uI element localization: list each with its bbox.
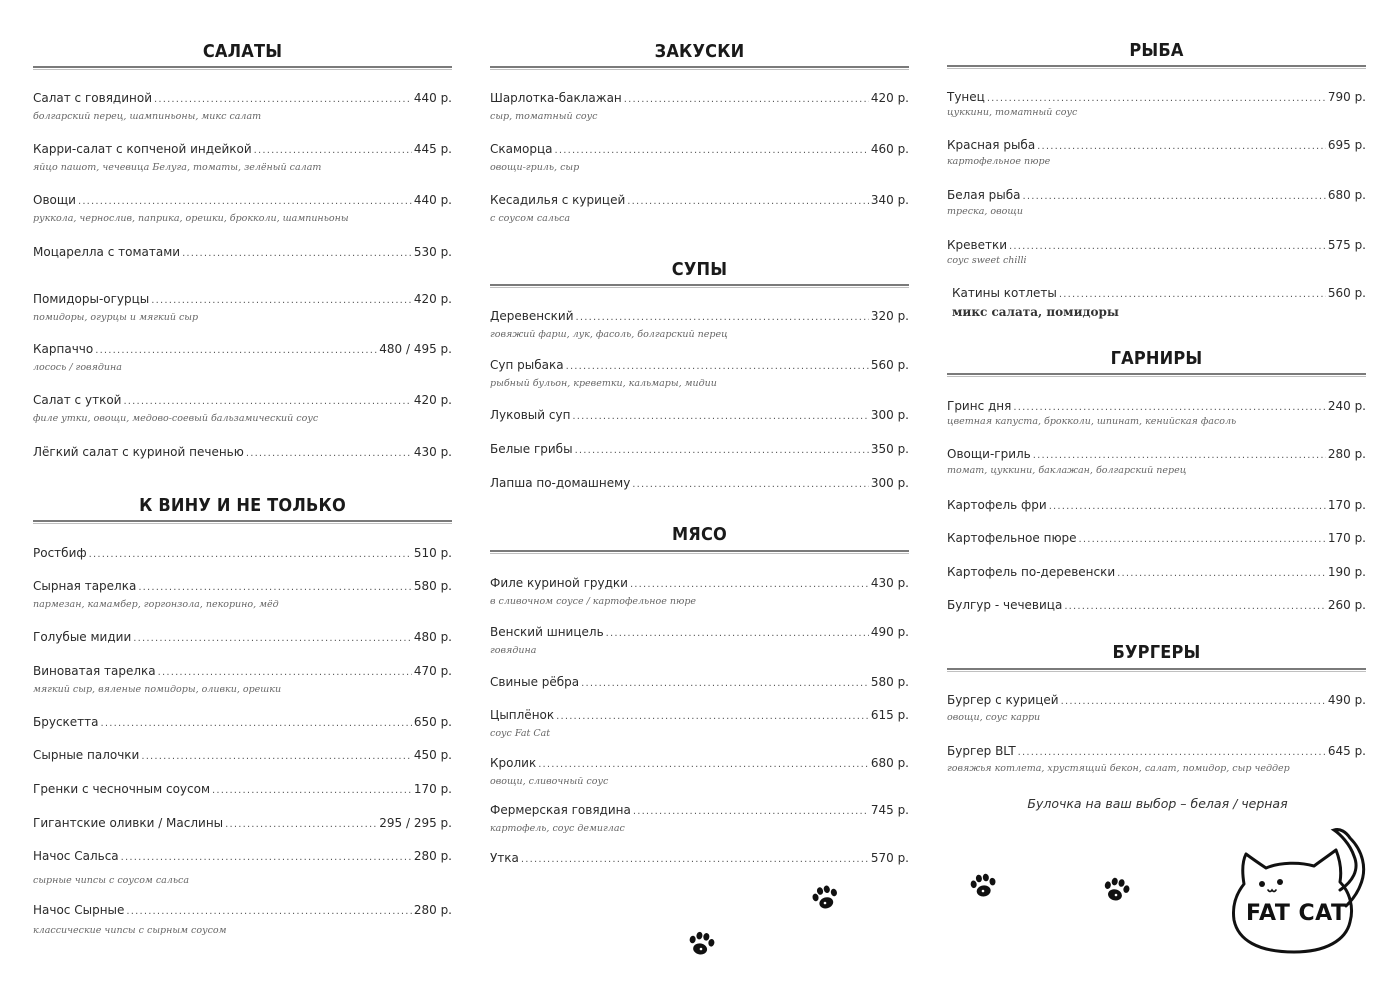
dot-leader [581,677,869,691]
menu-item [947,399,1366,427]
item-price: 170 р. [1327,498,1366,512]
item-name: Начос Сырные [33,903,125,917]
item-name: Картофель по-деревенски [947,565,1116,579]
item-description: цуккини, томатный соус [947,107,1078,118]
section-title-snacks: ЗАКУСКИ [654,41,745,62]
dot-leader [133,632,412,646]
dot-leader [521,853,869,867]
item-name: Утка [490,851,519,865]
item-name: Картофель фри [947,498,1047,512]
menu-item [947,447,1366,476]
section-divider [490,66,909,68]
menu-item [33,342,452,373]
menu-item [947,531,1366,547]
section-title-meat: МЯСО [672,524,727,545]
item-price: 445 р. [413,142,452,156]
section-divider [33,520,452,522]
item-name: Виноватая тарелка [33,664,156,678]
item-description: говяжья котлета, хрустящий бекон, салат, помидор, сыр чеддер [947,763,1290,774]
menu-item [490,851,909,867]
item-name: Креветки [947,238,1008,252]
menu-item [33,849,452,886]
item-price: 280 р. [413,903,452,917]
item-price: 560 р. [870,358,909,372]
item-description: картофель, соус демиглас [490,823,625,834]
menu-item [33,816,452,832]
item-price: 480 / 495 р. [379,342,452,356]
item-price: 280 р. [413,849,452,863]
item-price: 695 р. [1327,138,1366,152]
item-name: Филе куриной грудки [490,576,628,590]
fat-cat-logo [1222,820,1372,960]
item-name: Белые грибы [490,442,573,456]
menu-item [947,693,1366,723]
item-description: соус sweet chilli [947,255,1027,266]
item-price: 745 р. [870,803,909,817]
dot-leader [89,548,412,562]
dot-leader [1061,695,1326,709]
item-name: Красная рыба [947,138,1036,152]
menu-item [947,138,1366,167]
item-price: 470 р. [413,664,452,678]
item-name: Овощи-гриль [947,447,1031,461]
section-divider [490,550,909,552]
item-price: 510 р. [413,546,452,560]
dot-leader [1009,240,1326,254]
dot-leader [632,478,869,492]
item-name: Кролик [490,756,537,770]
dot-leader [151,294,412,308]
item-description: цветная капуста, брокколи, шпинат, кенийская фасоль [947,416,1237,427]
item-description: овощи, соус карри [947,712,1041,723]
dot-leader [1049,500,1326,514]
dot-leader [1018,746,1326,760]
dot-leader [78,195,412,209]
item-description: филе утки, овощи, медово-соевый бальзамический соус [33,413,319,424]
item-description: треска, овощи [947,206,1024,217]
item-name: Тунец [947,90,985,104]
item-name: Голубые мидии [33,630,132,644]
section-title-fish: РЫБА [1129,40,1184,61]
item-description: рыбный бульон, креветки, кальмары, мидии [490,378,717,389]
dot-leader [1033,449,1326,463]
menu-item [33,903,452,936]
section-title-soups: СУПЫ [671,259,728,280]
item-price: 490 р. [1327,693,1366,707]
dot-leader [121,851,412,865]
item-description: яйцо пашот, чечевица Белуга, томаты, зелёный салат [33,162,322,173]
item-name: Лапша по-домашнему [490,476,631,490]
item-name: Цыплёнок [490,708,555,722]
item-price: 450 р. [413,748,452,762]
section-divider [947,65,1366,67]
dot-leader [566,360,869,374]
menu-item [490,675,909,691]
item-price: 240 р. [1327,399,1366,413]
dot-leader [1064,600,1326,614]
section-title-burgers: БУРГЕРЫ [1112,642,1201,663]
item-name: Фермерская говядина [490,803,631,817]
item-name: Брускетта [33,715,99,729]
item-description: говяжий фарш, лук, фасоль, болгарский перец [490,329,728,340]
dot-leader [254,144,412,158]
dot-leader [987,92,1326,106]
menu-item [33,393,452,424]
dot-leader [1117,567,1326,581]
item-name: Начос Сальса [33,849,119,863]
item-price: 460 р. [870,142,909,156]
item-name: Салат с говядиной [33,91,152,105]
item-description: соус Fat Cat [490,728,551,739]
menu-item [947,598,1366,614]
dot-leader [575,444,869,458]
item-name: Гигантские оливки / Маслины [33,816,224,830]
item-price: 420 р. [413,393,452,407]
item-name: Картофельное пюре [947,531,1077,545]
item-price: 420 р. [870,91,909,105]
menu-item [33,579,452,610]
item-price: 420 р. [413,292,452,306]
item-price: 645 р. [1327,744,1366,758]
menu-item [490,442,909,458]
menu-item [490,576,909,607]
item-name: Гринс дня [947,399,1012,413]
dot-leader [123,395,411,409]
item-price: 430 р. [413,445,452,459]
dot-leader [225,818,377,832]
item-name: Деревенский [490,309,574,323]
paw-print-icon [810,884,840,912]
menu-item [33,292,452,323]
item-price: 575 р. [1327,238,1366,252]
dot-leader [1037,140,1326,154]
item-description: овощи, сливочный соус [490,776,609,787]
menu-item [490,476,909,492]
item-price: 320 р. [870,309,909,323]
section-divider [33,66,452,68]
paw-print-icon [968,872,998,900]
dot-leader [576,311,869,325]
dot-leader [556,710,869,724]
item-description: помидоры, огурцы и мягкий сыр [33,312,199,323]
item-price: 560 р. [1327,286,1366,300]
menu-item [952,286,1366,319]
dot-leader [1013,401,1325,415]
item-price: 260 р. [1327,598,1366,612]
dot-leader [154,93,412,107]
item-name: Карри-салат с копченой индейкой [33,142,252,156]
menu-item [33,748,452,764]
item-description: сыр, томатный соус [490,111,598,122]
item-name: Ростбиф [33,546,87,560]
dot-leader [1023,190,1326,204]
dot-leader [101,717,412,731]
section-divider [947,668,1366,670]
item-price: 530 р. [413,245,452,259]
menu-item [33,193,452,224]
dot-leader [158,666,412,680]
item-name: Сырные палочки [33,748,140,762]
menu-item [33,630,452,646]
item-price: 480 р. [413,630,452,644]
item-name: Шарлотка-баклажан [490,91,622,105]
item-description: микс салата, помидоры [952,305,1119,319]
item-description: руккола, чернослив, паприка, орешки, брокколи, шампиньоны [33,213,349,224]
menu-item [490,708,909,739]
item-name: Булгур - чечевица [947,598,1063,612]
item-price: 190 р. [1327,565,1366,579]
menu-item [490,91,909,122]
menu-item [490,309,909,340]
item-description: болгарский перец, шампиньоны, микс салат [33,111,262,122]
item-price: 170 р. [1327,531,1366,545]
item-description: в сливочном соусе / картофельное пюре [490,596,697,607]
item-name: Карпаччо [33,342,94,356]
item-name: Белая рыба [947,188,1021,202]
menu-item [947,90,1366,118]
dot-leader [624,93,869,107]
item-name: Гренки с чесночным соусом [33,782,211,796]
paw-print-icon [686,930,716,958]
dot-leader [95,344,377,358]
dot-leader [246,447,412,461]
item-description: классические чипсы с сырным соусом [33,925,227,936]
section-title-wine: К ВИНУ И НЕ ТОЛЬКО [139,495,346,516]
section-title-sides: ГАРНИРЫ [1110,348,1203,369]
item-name: Моцарелла с томатами [33,245,181,259]
menu-column-left [33,0,452,990]
item-name: Суп рыбака [490,358,564,372]
menu-item [33,142,452,173]
item-description: сырные чипсы с соусом сальса [33,875,190,886]
item-name: Скаморца [490,142,553,156]
menu-item [33,245,452,261]
menu-item [33,715,452,731]
item-price: 570 р. [870,851,909,865]
item-description: картофельное пюре [947,156,1051,167]
menu-item [490,193,909,224]
item-price: 490 р. [870,625,909,639]
bun-choice-note: Булочка на ваш выбор – белая / черная [1027,796,1288,811]
dot-leader [627,195,869,209]
item-price: 580 р. [413,579,452,593]
item-name: Салат с уткой [33,393,122,407]
dot-leader [138,581,412,595]
dot-leader [126,905,411,919]
item-price: 790 р. [1327,90,1366,104]
dot-leader [606,627,869,641]
item-price: 295 / 295 р. [379,816,452,830]
menu-item [490,803,909,834]
menu-item [947,565,1366,581]
item-description: с соусом сальса [490,213,571,224]
dot-leader [212,784,412,798]
item-price: 280 р. [1327,447,1366,461]
menu-item [947,498,1366,514]
item-price: 300 р. [870,408,909,422]
item-description: лосось / говядина [33,362,122,373]
item-description: говядина [490,645,537,656]
item-description: овощи-гриль, сыр [490,162,580,173]
item-name: Овощи [33,193,76,207]
item-price: 300 р. [870,476,909,490]
item-name: Помидоры-огурцы [33,292,150,306]
menu-item [490,625,909,656]
item-price: 350 р. [870,442,909,456]
item-description: томат, цуккини, баклажан, болгарский перец [947,465,1187,476]
menu-item [490,756,909,787]
menu-item [947,188,1366,217]
item-price: 680 р. [1327,188,1366,202]
logo-text: FAT CAT [1246,901,1347,926]
dot-leader [633,805,869,819]
section-title-salads: САЛАТЫ [202,41,283,62]
item-name: Бургер с курицей [947,693,1059,707]
menu-item [490,408,909,424]
dot-leader [182,247,412,261]
menu-item [490,358,909,389]
section-divider [490,284,909,286]
item-price: 650 р. [413,715,452,729]
dot-leader [1079,533,1326,547]
item-name: Свиные рёбра [490,675,580,689]
menu-item [33,546,452,562]
item-name: Кесадилья с курицей [490,193,626,207]
item-price: 440 р. [413,193,452,207]
menu-item [33,664,452,695]
item-price: 615 р. [870,708,909,722]
dot-leader [538,758,869,772]
item-price: 340 р. [870,193,909,207]
menu-column-middle [490,0,909,990]
item-price: 170 р. [413,782,452,796]
item-name: Лёгкий салат с куриной печенью [33,445,244,459]
item-price: 440 р. [413,91,452,105]
dot-leader [630,578,869,592]
item-description: мягкий сыр, вяленые помидоры, оливки, орешки [33,684,282,695]
menu-item [33,91,452,122]
dot-leader [572,410,868,424]
item-name: Луковый суп [490,408,571,422]
item-name: Сырная тарелка [33,579,137,593]
menu-item [947,744,1366,774]
menu-item [33,782,452,798]
menu-item [490,142,909,173]
item-price: 430 р. [870,576,909,590]
paw-print-icon [1101,876,1131,904]
dot-leader [1059,288,1326,302]
item-name: Катины котлеты [952,286,1057,300]
menu-item [947,238,1366,266]
item-price: 580 р. [870,675,909,689]
item-name: Бургер BLT [947,744,1016,758]
item-name: Венский шницель [490,625,604,639]
item-description: пармезан, камамбер, горгонзола, пекорино, мёд [33,599,279,610]
dot-leader [555,144,869,158]
dot-leader [141,750,412,764]
menu-item [33,445,452,461]
item-price: 680 р. [870,756,909,770]
section-divider [947,373,1366,375]
